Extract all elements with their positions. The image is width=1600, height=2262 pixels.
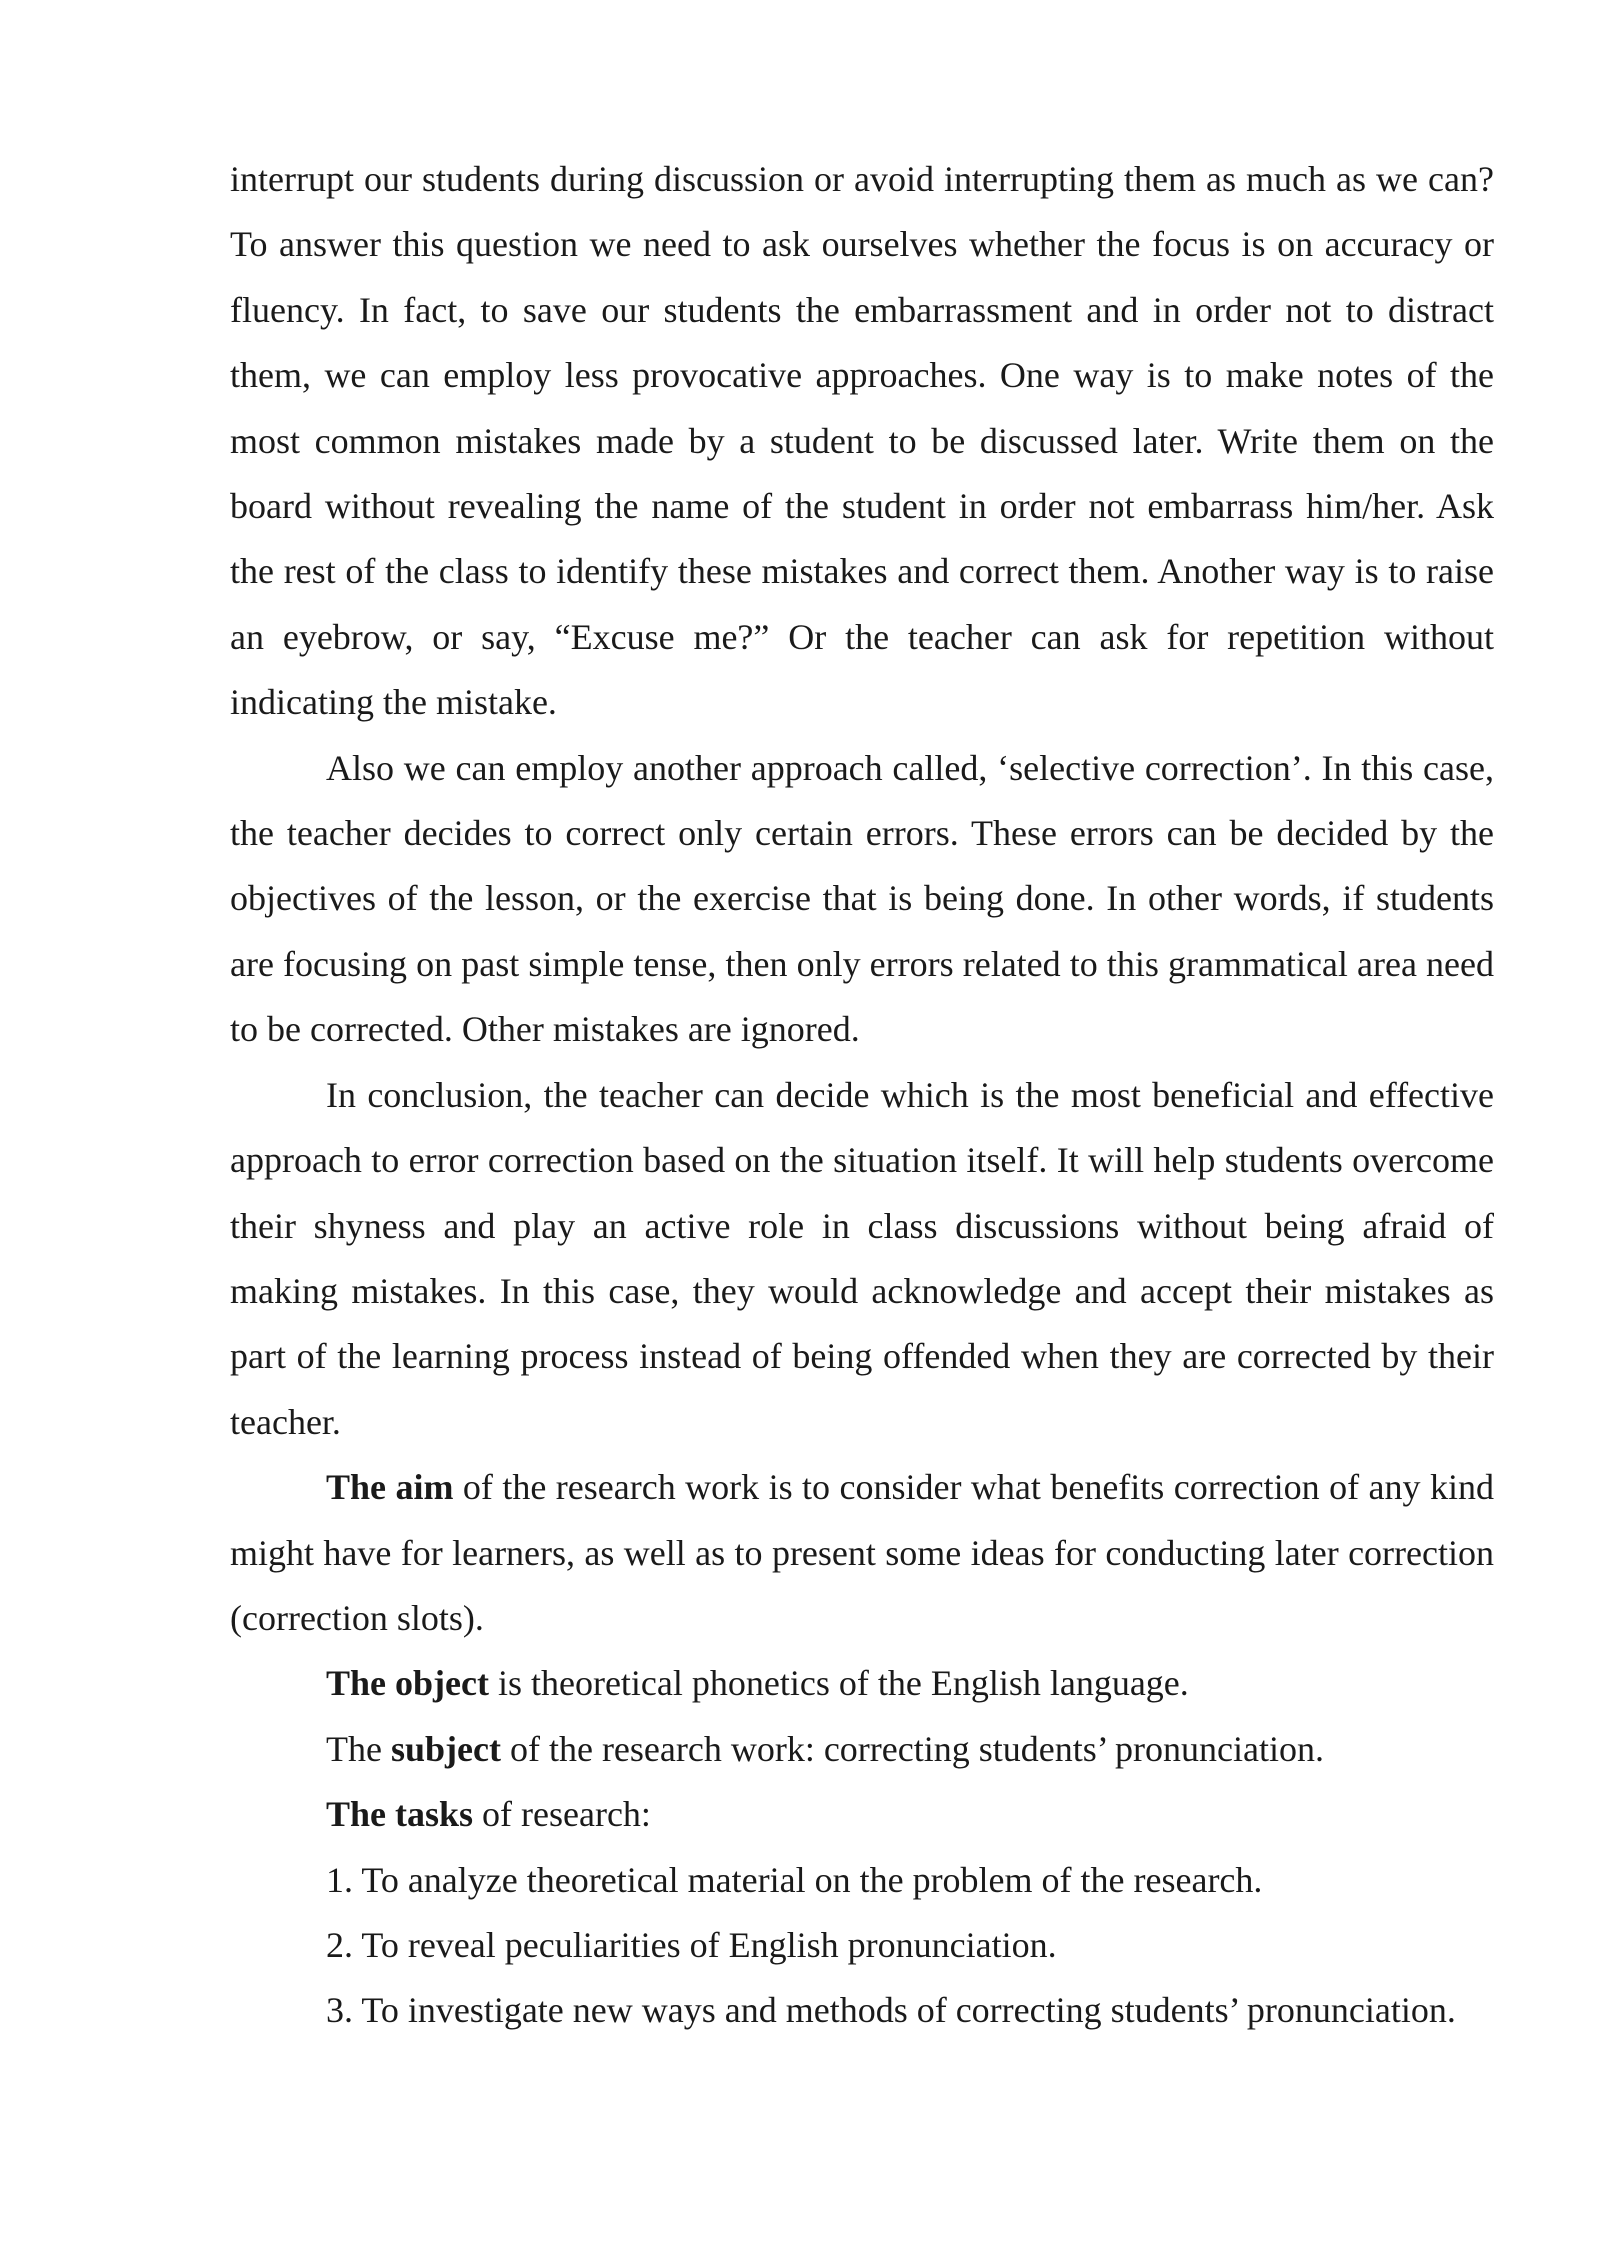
subject-label: subject: [390, 1728, 501, 1769]
aim-label: The aim: [326, 1467, 454, 1508]
aim-text: of the research work is to consider what benefits correction of any kind might have for learners, as well as to present some ideas for conducting later correction (correction slots).: [230, 1467, 1494, 1638]
object-label: The object: [326, 1663, 489, 1704]
object-paragraph: [230, 1651, 1494, 1716]
subject-text: of the research work: correcting students’ pronunciation.: [500, 1728, 1325, 1769]
paragraph-selective-correction: Also we can employ another approach called, ‘selective correction’. In this case, the teacher decides to correct only certain errors. These errors can be decided by the objectives of the lesson, or the exercise that is being done. In other words, if students are focusing on past simple tense, then only errors related to this grammatical area need to be corrected. Other mistakes are ignored.: [230, 747, 1494, 1050]
document-page: [230, 147, 1494, 2044]
task-item: 1. To analyze theoretical material on the problem of the research.: [326, 1859, 1263, 1900]
paragraph-continuation: interrupt our students during discussion or avoid interrupting them as much as we can? To answer this question we need to ask ourselves whether the focus is on accuracy or fluency. In fact, to save our students the embarrassment and in order not to distract them, we can employ less provocative approaches. One way is to make notes of the most common mistakes made by a student to be discussed later. Write them on the board without revealing the name of the student in order not embarrass him/her. Ask the rest of the class to identify these mistakes and correct them. Another way is to raise an eyebrow, or say, “Excuse me?” Or the teacher can ask for repetition without indicating the mistake.: [230, 159, 1494, 723]
object-text: is theoretical phonetics of the English language.: [488, 1663, 1189, 1704]
tasks-label: The tasks: [326, 1794, 474, 1835]
tasks-paragraph: [230, 1782, 1494, 1847]
subject-paragraph: [230, 1717, 1494, 1782]
aim-paragraph: [230, 1455, 1494, 1651]
task-item: 2. To reveal peculiarities of English pronunciation.: [326, 1924, 1057, 1965]
tasks-text: of research:: [473, 1794, 651, 1835]
subject-prefix: The: [326, 1728, 391, 1769]
task-item: 3. To investigate new ways and methods of correcting students’ pronunciation.: [326, 1990, 1456, 2031]
paragraph-conclusion: In conclusion, the teacher can decide which is the most beneficial and effective approach to error correction based on the situation itself. It will help students overcome their shyness and play an active role in class discussions without being afraid of making mistakes. In this case, they would acknowledge and accept their mistakes as part of the learning process instead of being offended when they are corrected by their teacher.: [230, 1074, 1494, 1442]
